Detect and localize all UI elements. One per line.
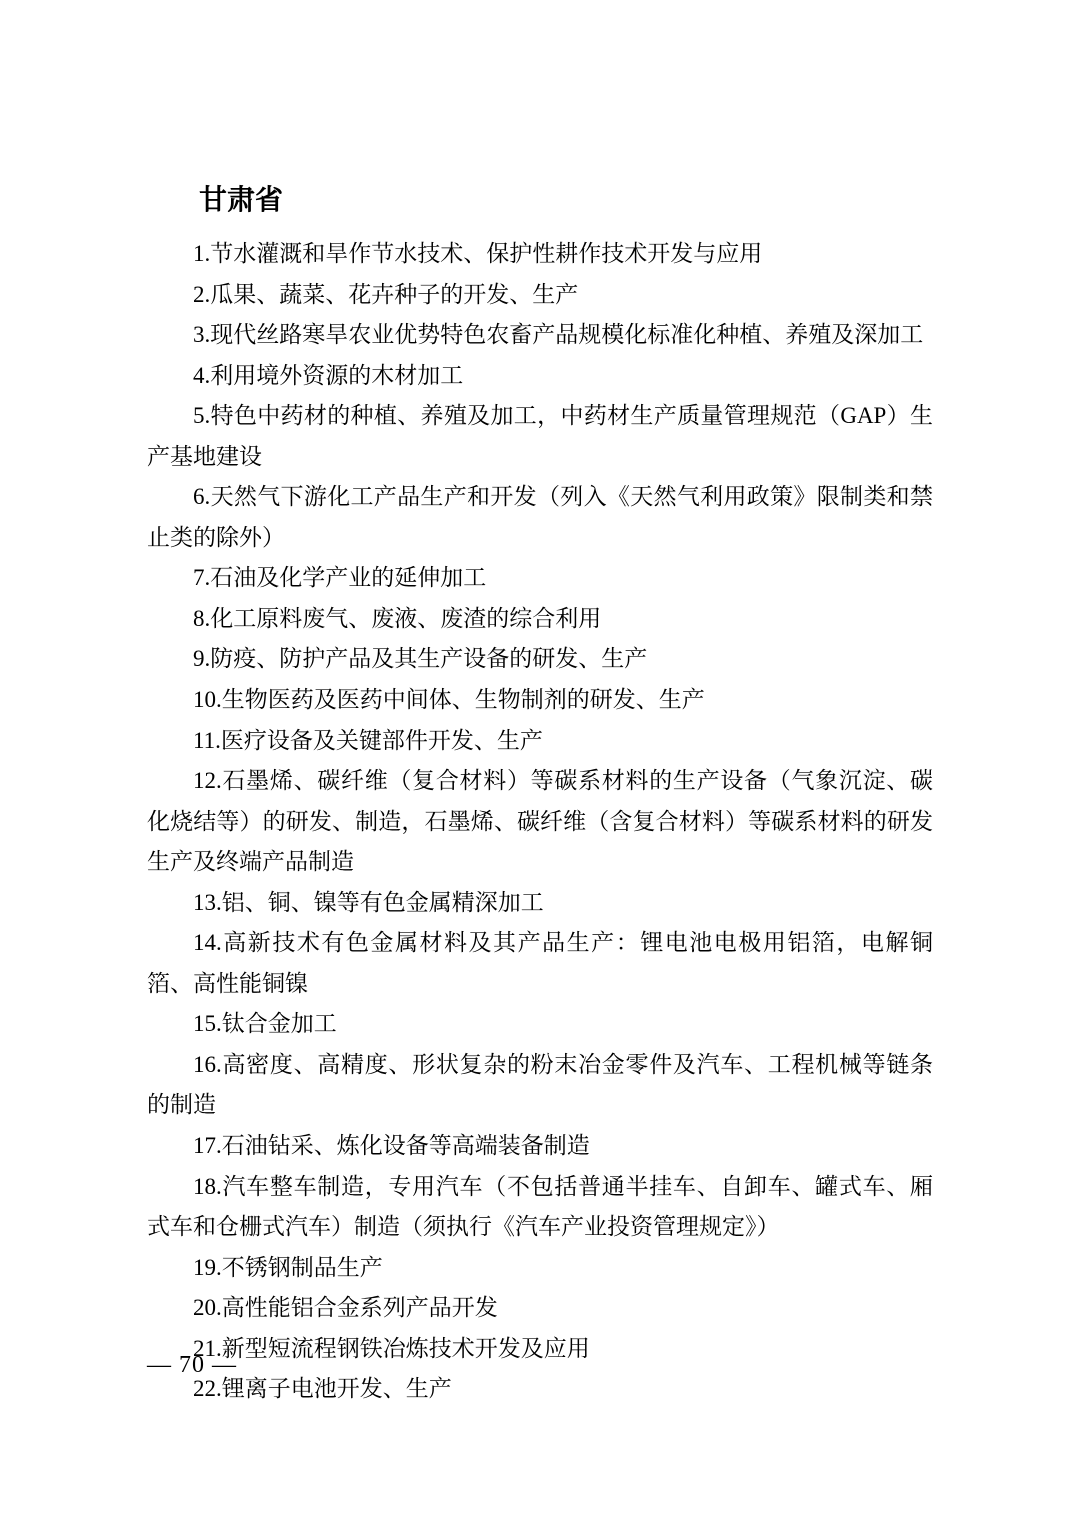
list-item: 20.高性能铝合金系列产品开发 [193, 1295, 498, 1321]
list-item: 15.钛合金加工 [193, 1011, 337, 1037]
list-item: 18.汽车整车制造，专用汽车（不包括普通半挂车、自卸车、罐式车、厢式车和仓栅式汽车）制造（须执行《汽车产业投资管理规定》） [147, 1173, 933, 1240]
list-item: 22.锂离子电池开发、生产 [193, 1376, 452, 1402]
page-number: — 70 — [147, 1352, 237, 1378]
list-item: 13.铝、铜、镍等有色金属精深加工 [193, 889, 544, 915]
list-item: 4.利用境外资源的木材加工 [193, 362, 464, 388]
list-item: 17.石油钻采、炼化设备等高端装备制造 [193, 1133, 590, 1159]
document-content [147, 182, 933, 1410]
list-item: 16.高密度、高精度、形状复杂的粉末冶金零件及汽车、工程机械等链条的制造 [147, 1051, 933, 1118]
list-item: 3.现代丝路寒旱农业优势特色农畜产品规模化标准化种植、养殖及深加工 [193, 322, 924, 348]
list-item: 21.新型短流程钢铁冶炼技术开发及应用 [193, 1335, 590, 1361]
list-item: 6.天然气下游化工产品生产和开发（列入《天然气利用政策》限制类和禁止类的除外） [147, 484, 933, 550]
list-item: 10.生物医药及医药中间体、生物制剂的研发、生产 [193, 687, 705, 713]
item-list [147, 234, 933, 1410]
list-item: 8.化工原料废气、废液、废渣的综合利用 [193, 605, 602, 631]
list-item: 14.高新技术有色金属材料及其产品生产：锂电池电极用铝箔，电解铜箔、高性能铜镍 [147, 930, 933, 996]
list-item: 11.医疗设备及关键部件开发、生产 [193, 727, 543, 753]
list-item: 19.不锈钢制品生产 [193, 1254, 383, 1280]
list-item: 12.石墨烯、碳纤维（复合材料）等碳系材料的生产设备（气象沉淀、碳化烧结等）的研发、制造，石墨烯、碳纤维（含复合材料）等碳系材料的研发生产及终端产品制造 [147, 768, 933, 875]
list-item: 7.石油及化学产业的延伸加工 [193, 565, 487, 591]
list-item: 9.防疫、防护产品及其生产设备的研发、生产 [193, 646, 648, 672]
section-heading: 甘肃省 [199, 184, 284, 215]
list-item: 1.节水灌溉和旱作节水技术、保护性耕作技术开发与应用 [193, 241, 763, 266]
list-item: 5.特色中药材的种植、养殖及加工，中药材生产质量管理规范（GAP）生产基地建设 [147, 403, 933, 469]
list-item: 2.瓜果、蔬菜、花卉种子的开发、生产 [193, 281, 579, 307]
